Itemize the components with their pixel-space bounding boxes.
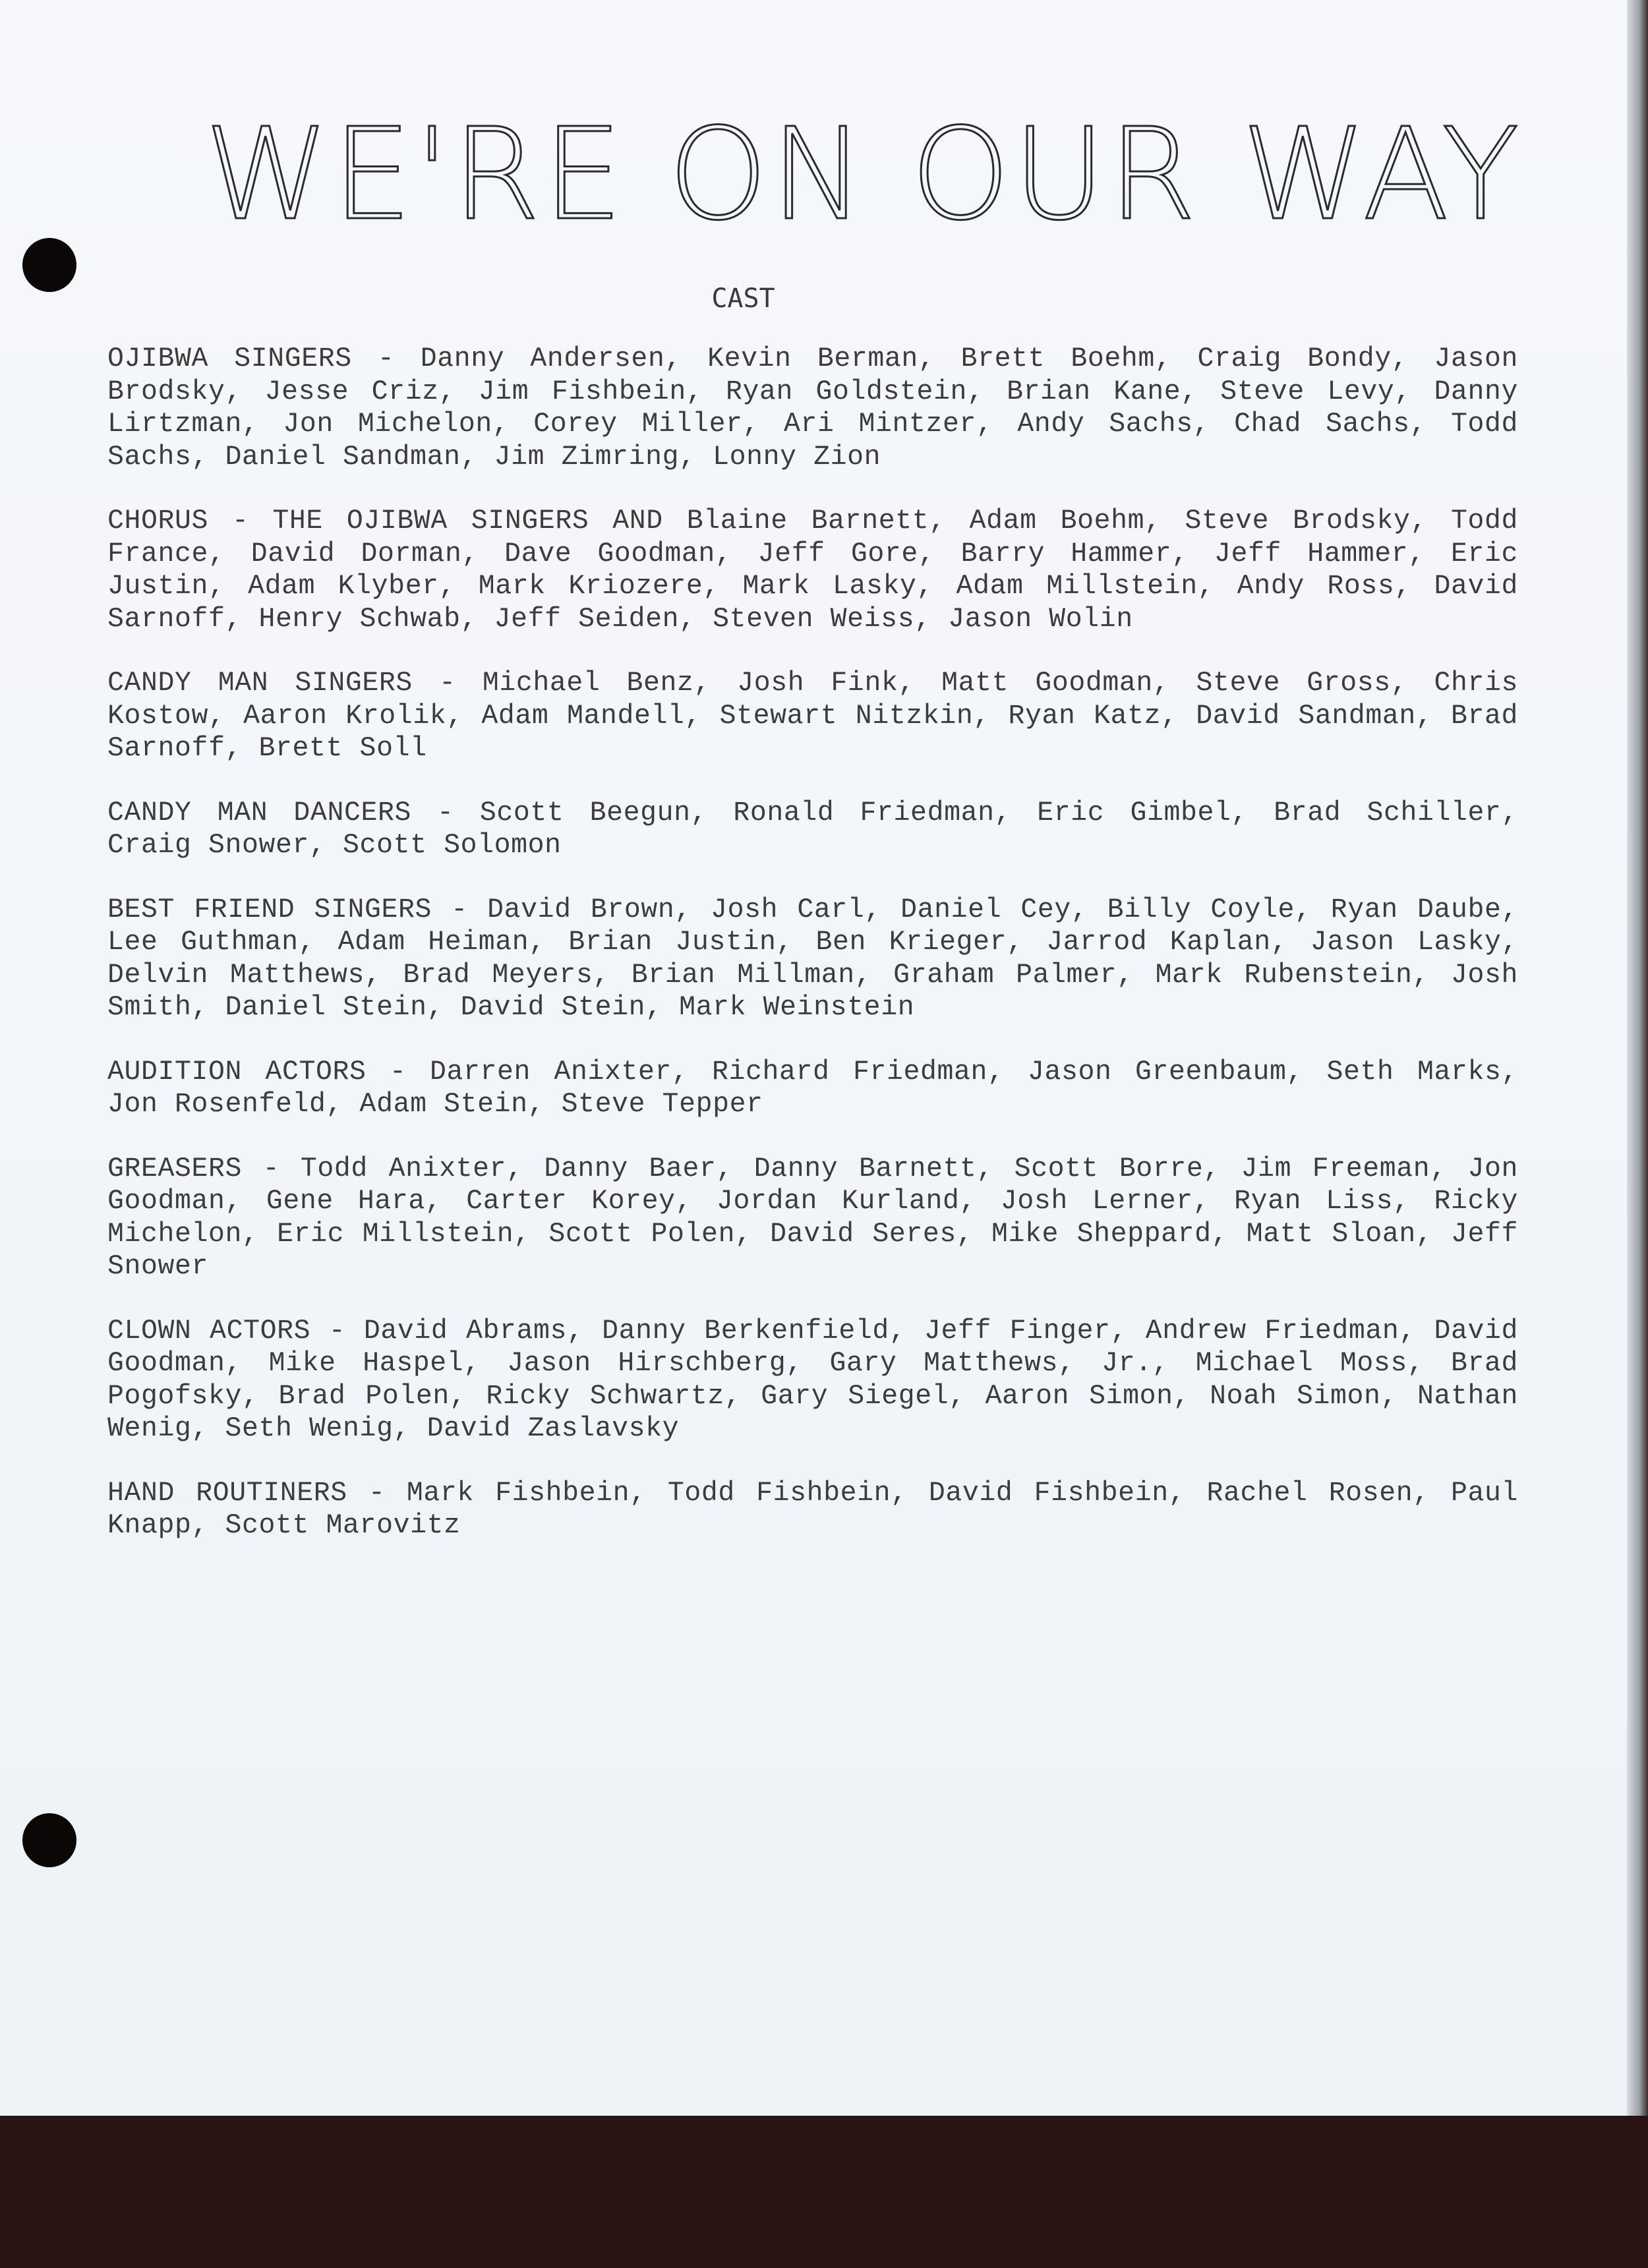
section-heading: CHORUS <box>107 506 209 537</box>
scan-background <box>0 2116 1648 2268</box>
section-heading: CANDY MAN SINGERS <box>107 668 413 699</box>
section-separator: - <box>412 668 483 699</box>
cast-section-candy-man-dancers <box>107 797 1518 862</box>
section-separator: - <box>347 1477 407 1509</box>
cast-heading: CAST <box>711 283 775 314</box>
section-heading: OJIBWA SINGERS <box>107 343 352 374</box>
section-names: Danny Andersen, Kevin Berman, Brett Boehm, Craig Bondy, Jason Brodsky, Jesse Criz, Jim Fishbein, Ryan Goldstein, Brian Kane, Steve Levy, Danny Lirtzman, Jon Michelon, Corey Miller, Ari Mintzer, Andy Sachs, Chad Sachs, Todd Sachs, Daniel Sandman, Jim Zimring, Lonny Zion <box>107 343 1519 473</box>
cast-list <box>107 343 1518 1574</box>
section-separator: - <box>366 1056 430 1088</box>
section-separator: - <box>208 506 273 537</box>
section-separator: - <box>432 894 488 925</box>
section-names: David Brown, Josh Carl, Daniel Cey, Billy Coyle, Ryan Daube, Lee Guthman, Adam Heiman, Brian Justin, Ben Krieger, Jarrod Kaplan, Jason Lasky, Delvin Matthews, Brad Meyers, Brian Millman, Graham Palmer, Mark Rubenstein, Josh Smith, Daniel Stein, David Stein, Mark Weinstein <box>107 894 1518 1023</box>
section-names: Michael Benz, Josh Fink, Matt Goodman, Steve Gross, Chris Kostow, Aaron Krolik, Adam Mandell, Stewart Nitzkin, Ryan Katz, David Sandman, Brad Sarnoff, Brett Soll <box>107 668 1518 764</box>
section-heading: AUDITION ACTORS <box>107 1056 367 1088</box>
section-names: THE OJIBWA SINGERS AND Blaine Barnett, Adam Boehm, Steve Brodsky, Todd France, David Dorman, Dave Goodman, Jeff Gore, Barry Hammer, Jeff Hammer, Eric Justin, Adam Klyber, Mark Kriozere, Mark Lasky, Adam Millstein, Andy Ross, David Sarnoff, Henry Schwab, Jeff Seiden, Steven Weiss, Jason Wolin <box>107 506 1518 635</box>
cast-section-chorus <box>107 505 1518 635</box>
cast-section-candy-man-singers <box>107 667 1518 765</box>
section-heading: CANDY MAN DANCERS <box>107 797 411 829</box>
page-title: WE'RE ON OUR WAY <box>204 102 1522 248</box>
section-separator: - <box>351 343 421 374</box>
section-heading: CLOWN ACTORS <box>107 1315 311 1347</box>
section-heading: BEST FRIEND SINGERS <box>107 894 432 925</box>
punch-hole-bottom <box>22 1813 76 1867</box>
cast-section-greasers <box>107 1153 1518 1283</box>
cast-section-hand-routiners <box>107 1477 1518 1542</box>
cast-section-clown-actors <box>107 1315 1518 1445</box>
section-heading: GREASERS <box>107 1153 243 1184</box>
section-separator: - <box>411 797 480 829</box>
section-separator: - <box>310 1315 364 1347</box>
section-separator: - <box>242 1153 301 1184</box>
cast-section-ojibwa-singers <box>107 343 1518 473</box>
section-names: David Abrams, Danny Berkenfield, Jeff Finger, Andrew Friedman, David Goodman, Mike Haspel, Jason Hirschberg, Gary Matthews, Jr., Michael Moss, Brad Pogofsky, Brad Polen, Ricky Schwartz, Gary Siegel, Aaron Simon, Noah Simon, Nathan Wenig, Seth Wenig, David Zaslavsky <box>107 1315 1518 1444</box>
section-names: Scott Beegun, Ronald Friedman, Eric Gimbel, Brad Schiller, Craig Snower, Scott Solomon <box>107 797 1518 861</box>
cast-section-best-friend-singers <box>107 894 1518 1024</box>
section-names: Darren Anixter, Richard Friedman, Jason Greenbaum, Seth Marks, Jon Rosenfeld, Adam Stein, Steve Tepper <box>107 1056 1518 1120</box>
section-heading: HAND ROUTINERS <box>107 1477 347 1509</box>
cast-section-audition-actors <box>107 1056 1518 1121</box>
section-names: Todd Anixter, Danny Baer, Danny Barnett, Scott Borre, Jim Freeman, Jon Goodman, Gene Hara, Carter Korey, Jordan Kurland, Josh Lerner, Ryan Liss, Ricky Michelon, Eric Millstein, Scott Polen, David Seres, Mike Sheppard, Matt Sloan, Jeff Snower <box>107 1153 1518 1282</box>
section-names: Mark Fishbein, Todd Fishbein, David Fishbein, Rachel Rosen, Paul Knapp, Scott Marovitz <box>107 1477 1519 1541</box>
paper-edge <box>1627 0 1648 2116</box>
